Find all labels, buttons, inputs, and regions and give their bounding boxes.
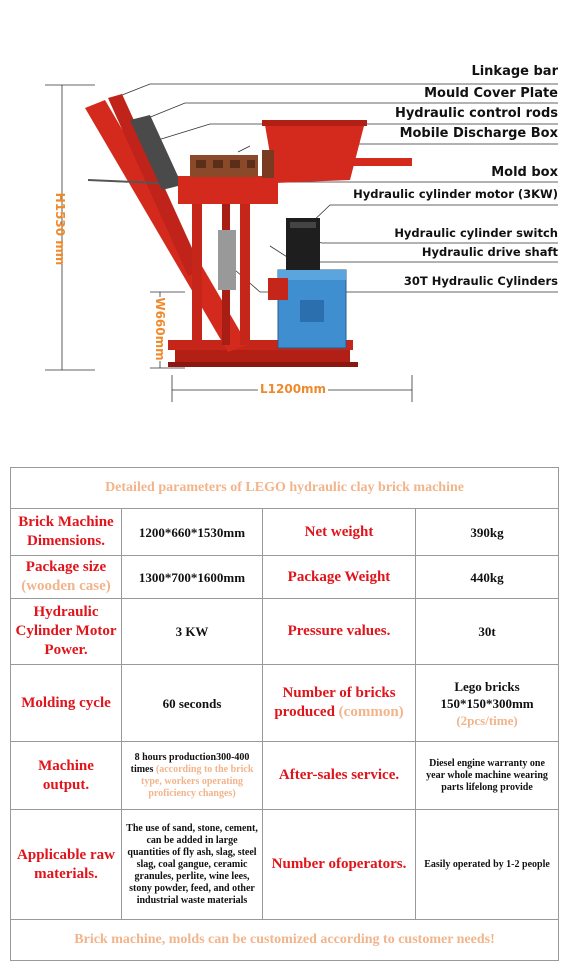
table-row <box>11 509 559 556</box>
callout-mould-cover-plate: Mould Cover Plate <box>424 86 558 101</box>
machine-diagram <box>0 0 568 460</box>
callout-mobile-discharge-box: Mobile Discharge Box <box>399 126 558 141</box>
label-molding-cycle: Molding cycle <box>11 665 122 742</box>
value-net-weight: 390kg <box>416 509 559 556</box>
callout-mold-box: Mold box <box>491 165 558 180</box>
value-after-sales: Diesel engine warranty one year whole machine wearing parts lifelong provide <box>416 742 559 810</box>
value-bricks-produced-sub: (2pcs/time) <box>456 712 518 728</box>
table-row <box>11 810 559 920</box>
value-pressure: 30t <box>416 599 559 665</box>
label-package-size <box>11 556 122 599</box>
value-machine-output <box>122 742 263 810</box>
value-package-weight: 440kg <box>416 556 559 599</box>
value-motor-power: 3 KW <box>122 599 263 665</box>
table-row <box>11 599 559 665</box>
value-raw-materials: The use of sand, stone, cement, can be added in large quantities of fly ash, slag, steel slag, coal gangue, ceramic granules, perlite, wine lees, stony powder, feed, and other industrial waste materials <box>122 810 263 920</box>
label-raw-materials: Applicable raw materials. <box>11 810 122 920</box>
value-dimensions: 1200*660*1530mm <box>122 509 263 556</box>
callout-hydraulic-cylinder-motor: Hydraulic cylinder motor (3KW) <box>353 187 558 201</box>
table-title-row <box>11 468 559 509</box>
label-operators: Number ofoperators. <box>263 810 416 920</box>
label-bricks-produced-main: Number of bricks produced <box>274 685 396 720</box>
label-pressure: Pressure values. <box>263 599 416 665</box>
label-package-size-main: Package size <box>25 559 107 575</box>
label-dimensions: Brick Machine Dimensions. <box>11 509 122 556</box>
callout-hydraulic-cylinder-switch: Hydraulic cylinder switch <box>394 226 558 240</box>
value-molding-cycle: 60 seconds <box>122 665 263 742</box>
table-row <box>11 665 559 742</box>
dimension-height-label: H1530 mm <box>53 192 67 266</box>
label-bricks-produced <box>263 665 416 742</box>
callout-linkage-bar: Linkage bar <box>471 64 558 79</box>
dimension-width-label: W660mm <box>153 297 167 361</box>
table-footer: Brick machine, molds can be customized according to customer needs! <box>11 920 559 961</box>
value-operators: Easily operated by 1-2 people <box>416 810 559 920</box>
value-bricks-produced <box>416 665 559 742</box>
callout-30t-hydraulic-cylinders: 30T Hydraulic Cylinders <box>403 274 558 288</box>
label-motor-power: Hydraulic Cylinder Motor Power. <box>11 599 122 665</box>
table-title: Detailed parameters of LEGO hydraulic clay brick machine <box>11 468 559 509</box>
value-machine-output-main: 8 hours production300-400 times <box>130 751 250 775</box>
label-bricks-produced-sub: (common) <box>338 704 404 720</box>
label-package-size-sub: (wooden case) <box>21 578 111 594</box>
value-bricks-produced-main: Lego bricks 150*150*300mm <box>440 678 534 711</box>
parameters-table <box>10 467 559 961</box>
value-machine-output-sub: (according to the brick type, workers operating proficiency changes) <box>141 763 254 799</box>
label-machine-output: Machine output. <box>11 742 122 810</box>
value-package-size: 1300*700*1600mm <box>122 556 263 599</box>
table-footer-row <box>11 920 559 961</box>
label-after-sales: After-sales service. <box>263 742 416 810</box>
table-row <box>11 556 559 599</box>
label-package-weight: Package Weight <box>263 556 416 599</box>
label-net-weight: Net weight <box>263 509 416 556</box>
dimension-length-label: L1200mm <box>260 382 327 396</box>
callout-hydraulic-control-rods: Hydraulic control rods <box>394 106 558 121</box>
table-row <box>11 742 559 810</box>
callout-hydraulic-drive-shaft: Hydraulic drive shaft <box>421 245 558 259</box>
